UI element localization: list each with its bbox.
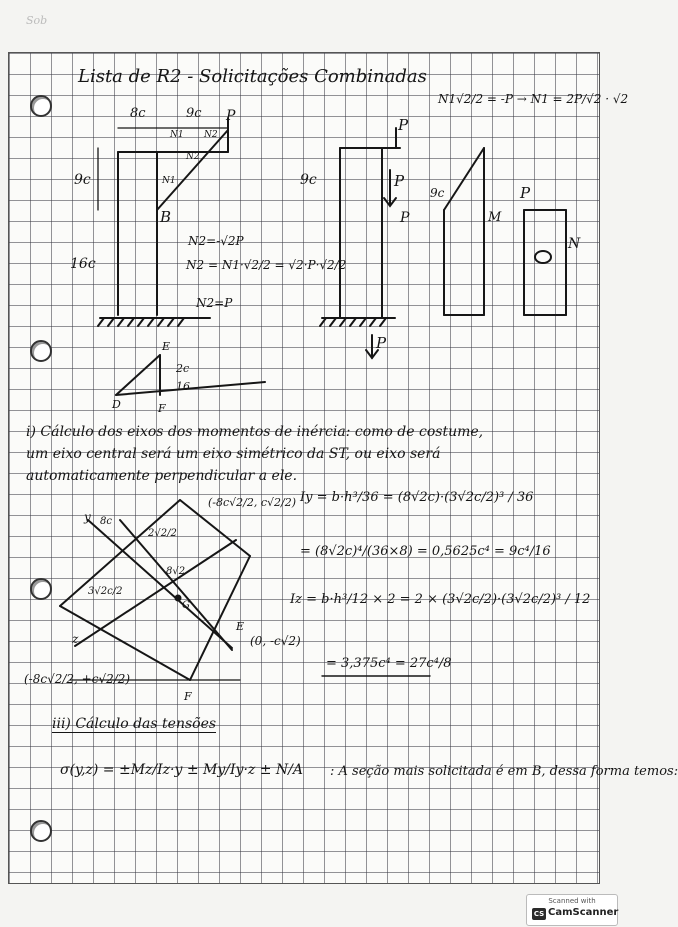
iz-result: = 3,375c⁴ = 27c⁴/8: [326, 656, 452, 671]
fig2-left-dim: 9c: [300, 172, 317, 188]
coord-bottom: (-8c√2/2, +c√2/2): [24, 672, 131, 686]
fig1-eq-n2-final: N2=P: [196, 296, 233, 310]
section-iii-heading: iii) Cálculo das tensões: [52, 716, 217, 732]
fig1-dim-top-right: 9c: [186, 106, 202, 121]
section-dim: 3√2c/2: [88, 586, 123, 597]
section-label-e: E: [236, 620, 245, 633]
fig3-label-m: M: [488, 210, 502, 225]
fig3-dim: 9c: [430, 186, 445, 200]
coord-top: (-8c√2/2, c√2/2): [208, 496, 297, 509]
section-dim: 2√2/2: [148, 528, 177, 539]
triangle-side: 2c: [176, 362, 190, 375]
page-title: Lista de R2 - Solicitações Combinadas: [78, 66, 427, 87]
fig1-load-top: P: [226, 108, 236, 124]
fig1-n-label: N1: [162, 176, 176, 186]
stress-formula: σ(y,z) = ±Mz/Iz·y ± My/Iy·z ± N/A: [60, 762, 303, 778]
fig2-load-top: P: [398, 116, 409, 134]
stress-note: : A seção mais solicitada é em B, dessa forma temos:: [330, 764, 678, 779]
triangle-d: D: [112, 398, 121, 411]
section-label-f: F: [184, 690, 192, 703]
triangle-e: E: [162, 340, 171, 353]
section-dim: 8√2: [166, 566, 186, 577]
fig1-left-dim: 9c: [74, 172, 91, 188]
fig3-label-p: P: [520, 184, 531, 202]
section-dim: 8c: [100, 516, 112, 527]
fig1-eq-n2: N2 = N1·√2/2 = √2·P·√2/2: [186, 258, 347, 272]
fig2-bottom-load: P: [376, 334, 387, 352]
section-label-z: z: [72, 632, 79, 646]
fig3-label-n: N: [568, 236, 581, 252]
fig2-load-side: P: [400, 210, 410, 226]
section-i-line3: automaticamente perpendicular a ele.: [26, 468, 298, 484]
scanner-badge-caption: Scanned with: [548, 897, 596, 905]
coord-right: (0, -c√2): [250, 634, 301, 648]
faint-header-text: Sob: [26, 14, 48, 27]
fig1-n-label: N2: [186, 152, 200, 162]
fig1-n-label: N1: [170, 130, 184, 140]
fig1-node-b: B: [160, 208, 172, 226]
iy-equation: Iy = b·h³/36 = (8√2c)·(3√2c/2)³ / 36: [300, 490, 534, 505]
iy-result: = (8√2c)⁴/(36×8) = 0,5625c⁴ = 9c⁴/16: [300, 544, 551, 559]
fig1-bottom-dim: 16c: [70, 256, 96, 272]
camscanner-logo-icon: CS: [533, 910, 545, 918]
triangle-base: 16: [176, 380, 190, 393]
scanner-badge: [526, 894, 618, 926]
section-i-line2: um eixo central será um eixo simétrico da ST, ou eixo será: [26, 446, 441, 462]
section-i-line1: i) Cálculo dos eixos dos momentos de inércia: como de costume,: [26, 424, 484, 440]
fig1-dim-top-left: 8c: [130, 106, 146, 121]
equation-n1: N1√2/2 = -P → N1 = 2P/√2 · √2: [438, 92, 629, 106]
scanner-badge-brand: CamScanner: [548, 907, 619, 918]
section-label-y: y: [84, 510, 91, 524]
triangle-f: F: [158, 402, 166, 415]
iz-equation: Iz = b·h³/12 × 2 = 2 × (3√2c/2)·(3√2c/2)³ / 12: [290, 592, 591, 607]
fig1-eq-n2-neg: N2=-√2P: [188, 234, 244, 248]
section-label-g: G: [182, 600, 190, 611]
fig1-n-label: N2: [204, 130, 218, 140]
fig2-load-mid: P: [394, 172, 405, 190]
